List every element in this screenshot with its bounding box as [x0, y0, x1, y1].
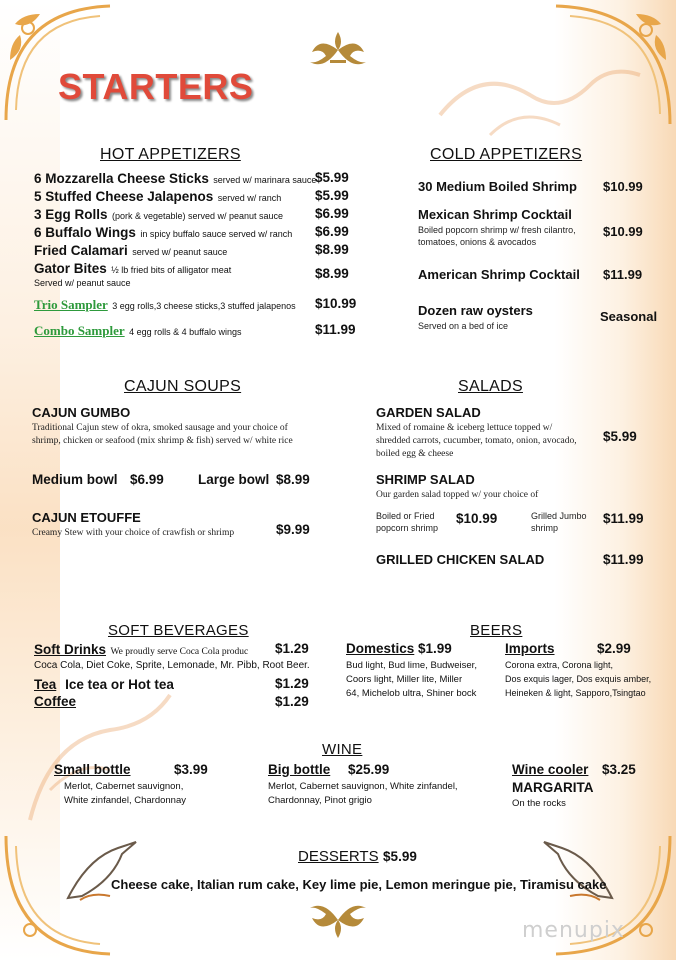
menu-price: $8.99: [315, 266, 349, 281]
menu-item-desc: Bud light, Bud lime, Budweiser,: [346, 660, 477, 671]
hot-appetizers-heading: HOT APPETIZERS: [100, 146, 241, 163]
menu-item: Small bottle: [54, 762, 131, 777]
swirl-ornament-left: [20, 690, 180, 830]
menu-item: Fried Calamari served w/ peanut sauce: [34, 243, 228, 258]
menu-item-desc: shrimp, chicken or seafood (mix shrimp & fish) served w/ white rice: [32, 436, 293, 446]
menu-price: $11.99: [603, 511, 644, 526]
menu-item-desc: Served w/ peanut sauce: [34, 278, 131, 288]
menu-item-desc: Corona extra, Corona light,: [505, 660, 614, 670]
menu-item-desc: Merlot, Cabernet sauvignon,: [64, 781, 184, 792]
bottom-center-flourish: [308, 900, 368, 940]
menu-price: $11.99: [603, 267, 643, 282]
medium-bowl-label: Medium bowl: [32, 472, 118, 487]
soft-beverages-heading: SOFT BEVERAGES: [108, 622, 249, 639]
menu-price: $25.99: [348, 762, 390, 777]
menu-item-desc: tomatoes, onions & avocados: [418, 237, 537, 247]
menu-item: Dozen raw oysters: [418, 303, 533, 318]
menu-item-desc: Heineken & light, Sapporo,Tsingtao: [505, 688, 646, 698]
menu-price: Seasonal: [600, 309, 658, 324]
menu-price: $11.99: [603, 552, 644, 567]
menu-item: Wine cooler: [512, 762, 589, 777]
watermark-logo: menupix: [522, 918, 625, 943]
menu-item-desc: Coca Cola, Diet Coke, Sprite, Lemonade, Mr. Pibb, Root Beer.: [34, 660, 310, 671]
option-label: popcorn shrimp: [376, 523, 439, 533]
menu-item: 30 Medium Boiled Shrimp: [418, 179, 577, 194]
menu-item: GRILLED CHICKEN SALAD: [376, 552, 545, 567]
menu-item: Combo Sampler 4 egg rolls & 4 buffalo wings: [34, 323, 242, 338]
menu-item: Coffee: [34, 694, 77, 709]
menu-item-desc: Coors light, Miller lite, Miller: [346, 674, 463, 685]
marlin-icon-right: [540, 838, 620, 908]
menu-item-desc: Chardonnay, Pinot grigio: [268, 795, 372, 806]
menu-item: SHRIMP SALAD: [376, 472, 475, 487]
menu-price: $10.99: [603, 224, 643, 239]
menu-item: Gator Bites ½ lb fried bits of alligator meat: [34, 261, 232, 276]
top-center-flourish: [308, 30, 368, 70]
option-label: Boiled or Fried: [376, 511, 435, 521]
menu-price: $10.99: [456, 511, 498, 526]
menu-item-desc: 64, Michelob ultra, Shiner bock: [346, 688, 477, 699]
desserts-heading: DESSERTS: [298, 848, 379, 865]
option-label: shrimp: [531, 523, 559, 533]
desserts-header: [298, 848, 417, 866]
page-title: STARTERS: [58, 66, 254, 107]
menu-item-desc: On the rocks: [512, 798, 566, 809]
menu-item: CAJUN GUMBO: [32, 405, 131, 420]
menu-price: $11.99: [315, 322, 356, 337]
menu-item-desc: Served on a bed of ice: [418, 321, 509, 331]
menu-item: GARDEN SALAD: [376, 405, 481, 420]
menu-item: Tea Ice tea or Hot tea: [34, 677, 174, 692]
menu-price: $1.29: [275, 676, 309, 691]
menu-item: American Shrimp Cocktail: [418, 267, 580, 282]
menu-item-desc: shredded carrots, cucumber, tomato, onion, avocado,: [376, 436, 577, 446]
cold-appetizers-heading: COLD APPETIZERS: [430, 146, 583, 163]
menu-item-desc: White zinfandel, Chardonnay: [64, 795, 186, 806]
corner-ornament-top-left: [0, 0, 120, 130]
menu-item-desc: boiled egg & cheese: [376, 449, 454, 459]
menu-item-desc: Boiled popcorn shrimp w/ fresh cilantro,: [418, 225, 576, 235]
menu-item: 5 Stuffed Cheese Jalapenos served w/ ranch: [34, 189, 282, 204]
menu-price: $5.99: [383, 849, 417, 864]
menu-price: $6.99: [315, 224, 349, 239]
menu-price: $1.99: [418, 641, 452, 656]
menu-item: 6 Buffalo Wings in spicy buffalo sauce served w/ ranch: [34, 225, 293, 240]
menu-price: $1.29: [275, 694, 309, 709]
menu-price: $10.99: [315, 296, 357, 311]
menu-price: $6.99: [130, 472, 164, 487]
menu-item: Imports: [505, 641, 555, 656]
menu-item: MARGARITA: [512, 780, 594, 795]
menu-item: Domestics: [346, 641, 415, 656]
menu-price: $9.99: [276, 522, 310, 537]
menu-item-desc: Creamy Stew with your choice of crawfish or shrimp: [32, 528, 235, 538]
menu-price: $5.99: [315, 170, 349, 185]
beers-heading: BEERS: [470, 622, 523, 639]
menu-price: $3.25: [602, 762, 636, 777]
desserts-list: Cheese cake, Italian rum cake, Key lime pie, Lemon meringue pie, Tiramisu cake: [111, 877, 607, 892]
menu-price: $10.99: [603, 179, 643, 194]
menu-item-desc: Merlot, Cabernet sauvignon, White zinfandel,: [268, 781, 458, 792]
menu-item-desc: Dos exquis lager, Dos exquis amber,: [505, 674, 652, 684]
menu-price: $3.99: [174, 762, 208, 777]
menu-item: Big bottle: [268, 762, 331, 777]
menu-price: $8.99: [276, 472, 310, 487]
menu-item: 6 Mozzarella Cheese Sticks served w/ marinara sauce: [34, 171, 317, 186]
salads-heading: SALADS: [458, 378, 523, 395]
menu-price: $5.99: [315, 188, 349, 203]
option-label: Grilled Jumbo: [531, 511, 587, 521]
menu-price: $8.99: [315, 242, 349, 257]
menu-item-desc: Mixed of romaine & iceberg lettuce topped w/: [376, 423, 553, 433]
large-bowl-label: Large bowl: [198, 472, 270, 487]
menu-item: Soft Drinks We proudly serve Coca Cola produc: [34, 642, 249, 657]
marlin-icon-left: [60, 838, 140, 908]
menu-price: $5.99: [603, 429, 637, 444]
menu-item: 3 Egg Rolls (pork & vegetable) served w/ peanut sauce: [34, 207, 284, 222]
menu-price: $1.29: [275, 641, 309, 656]
menu-price: $2.99: [597, 641, 631, 656]
menu-item: Trio Sampler 3 egg rolls,3 cheese sticks,3 stuffed jalapenos: [34, 297, 296, 312]
menu-item-desc: Our garden salad topped w/ your choice of: [376, 490, 539, 500]
menu-item-desc: Traditional Cajun stew of okra, smoked sausage and your choice of: [32, 423, 288, 433]
menu-item: Mexican Shrimp Cocktail: [418, 207, 572, 222]
cajun-soups-heading: CAJUN SOUPS: [124, 378, 242, 395]
menu-price: $6.99: [315, 206, 349, 221]
menu-item: CAJUN ETOUFFE: [32, 510, 141, 525]
wine-heading: WINE: [322, 741, 363, 758]
